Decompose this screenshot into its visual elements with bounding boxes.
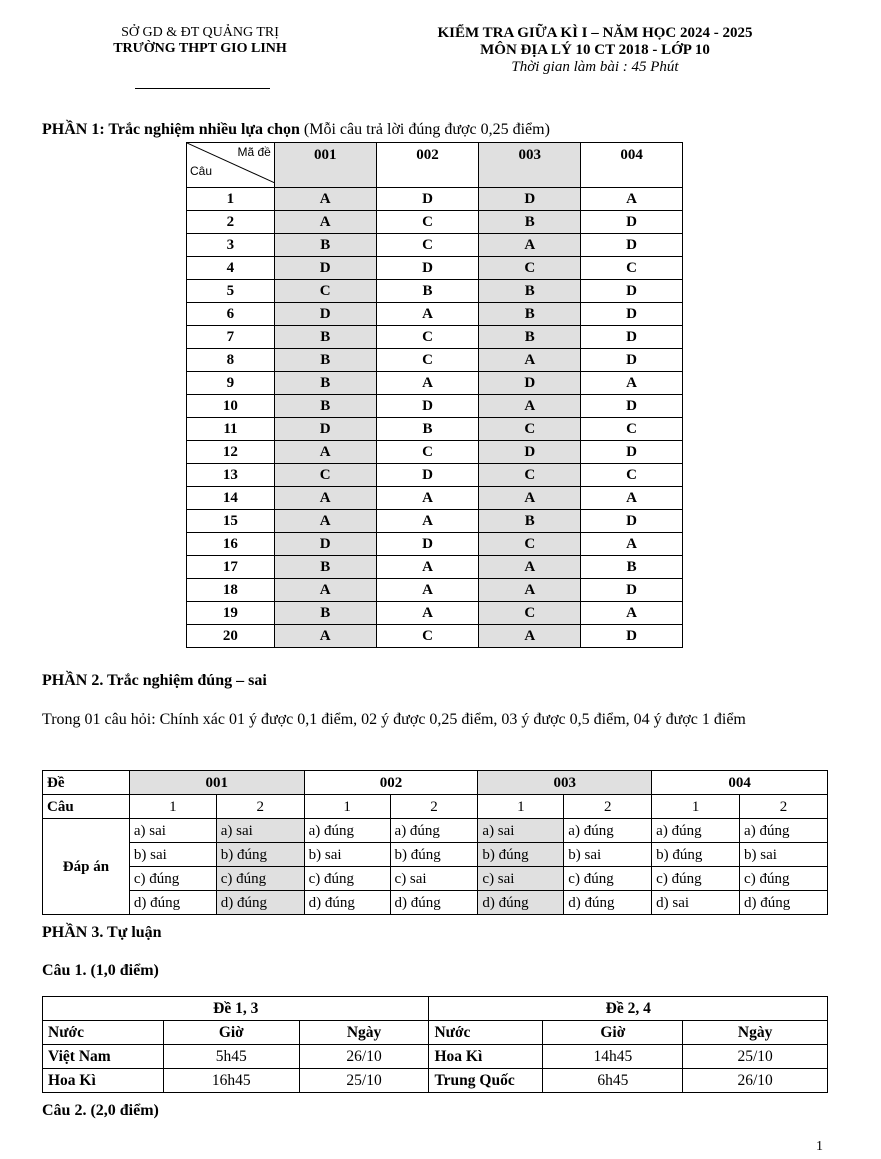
answer-cell: D xyxy=(376,188,479,211)
tf-answer-cell: d) đúng xyxy=(390,891,478,915)
time-zone-table xyxy=(42,996,828,1093)
school-name: TRƯỜNG THPT GIO LINH xyxy=(113,41,287,56)
question-number: 15 xyxy=(187,510,275,533)
answer-cell: B xyxy=(274,395,376,418)
question-number: 1 xyxy=(129,795,216,819)
tf-answer-row xyxy=(43,819,828,843)
hour-cell: 16h45 xyxy=(163,1069,299,1093)
tf-answer-cell: a) đúng xyxy=(740,819,828,843)
answer-cell: C xyxy=(479,257,581,280)
country-header: Nước xyxy=(43,1021,164,1045)
answer-cell: D xyxy=(479,188,581,211)
part1-header-row xyxy=(187,143,683,188)
answer-cell: A xyxy=(376,602,479,625)
answer-cell: B xyxy=(376,418,479,441)
answer-row xyxy=(187,510,683,533)
tf-answer-cell: b) sai xyxy=(740,843,828,867)
tf-answer-cell: c) đúng xyxy=(304,867,390,891)
tf-answer-cell: b) sai xyxy=(129,843,216,867)
answer-cell: D xyxy=(274,257,376,280)
tf-answer-cell: d) đúng xyxy=(564,891,652,915)
answer-cell: A xyxy=(479,487,581,510)
code-header: 002 xyxy=(304,771,478,795)
answer-cell: C xyxy=(376,349,479,372)
answer-row xyxy=(187,395,683,418)
part2-question-row xyxy=(43,795,828,819)
tf-answer-cell: b) đúng xyxy=(216,843,304,867)
diag-question-label: Câu xyxy=(190,164,213,178)
answer-cell: A xyxy=(479,234,581,257)
answer-cell: B xyxy=(479,326,581,349)
answer-row xyxy=(187,188,683,211)
part2-title: PHẦN 2. Trắc nghiệm đúng – sai xyxy=(42,672,267,689)
answer-row xyxy=(187,625,683,648)
question-number: 7 xyxy=(187,326,275,349)
tf-answer-cell: b) đúng xyxy=(478,843,564,867)
answer-cell: B xyxy=(479,211,581,234)
tf-answer-cell: d) đúng xyxy=(740,891,828,915)
tf-answer-cell: c) đúng xyxy=(652,867,740,891)
answer-cell: A xyxy=(274,625,376,648)
answer-cell: C xyxy=(274,464,376,487)
answer-cell: A xyxy=(376,487,479,510)
part1-answer-table xyxy=(186,142,683,648)
country-cell: Hoa Kì xyxy=(429,1045,543,1069)
answer-row xyxy=(187,533,683,556)
answer-row xyxy=(187,487,683,510)
country-cell: Việt Nam xyxy=(43,1045,164,1069)
answer-cell: D xyxy=(581,395,683,418)
answer-row xyxy=(187,349,683,372)
code-header: 004 xyxy=(652,771,828,795)
exam-subject: MÔN ĐỊA LÝ 10 CT 2018 - LỚP 10 xyxy=(480,42,710,58)
tf-answer-cell: b) sai xyxy=(304,843,390,867)
answer-cell: D xyxy=(581,625,683,648)
department-name: SỞ GD & ĐT QUẢNG TRỊ xyxy=(121,25,279,40)
question-number: 17 xyxy=(187,556,275,579)
tf-answer-cell: c) sai xyxy=(478,867,564,891)
question-number: 2 xyxy=(216,795,304,819)
tf-answer-cell: d) đúng xyxy=(129,891,216,915)
question-number: 10 xyxy=(187,395,275,418)
question-number: 3 xyxy=(187,234,275,257)
hour-header: Giờ xyxy=(543,1021,683,1045)
answer-cell: C xyxy=(376,326,479,349)
diagonal-header-cell xyxy=(187,143,275,188)
answer-cell: B xyxy=(274,556,376,579)
answer-cell: C xyxy=(274,280,376,303)
tf-answer-cell: a) sai xyxy=(478,819,564,843)
answer-cell: A xyxy=(274,579,376,602)
exam-title: KIỂM TRA GIỮA KÌ I – NĂM HỌC 2024 - 2025 xyxy=(437,25,753,41)
answer-cell: B xyxy=(479,280,581,303)
time-zone-row xyxy=(43,1045,828,1069)
answer-cell: A xyxy=(376,556,479,579)
answer-cell: C xyxy=(479,464,581,487)
tf-answer-cell: a) đúng xyxy=(652,819,740,843)
code-header: 001 xyxy=(274,143,376,188)
day-cell: 26/10 xyxy=(683,1069,828,1093)
answer-cell: A xyxy=(376,303,479,326)
answer-cell: C xyxy=(581,464,683,487)
answer-cell: D xyxy=(479,441,581,464)
answer-cell: A xyxy=(581,602,683,625)
question-number: 1 xyxy=(652,795,740,819)
question-number: 2 xyxy=(564,795,652,819)
tf-answer-cell: a) đúng xyxy=(564,819,652,843)
tf-answer-cell: a) đúng xyxy=(390,819,478,843)
question1-title: Câu 1. (1,0 điểm) xyxy=(42,962,159,979)
time-zone-row xyxy=(43,1069,828,1093)
answer-cell: A xyxy=(581,533,683,556)
question-number: 9 xyxy=(187,372,275,395)
answer-cell: C xyxy=(581,257,683,280)
day-cell: 26/10 xyxy=(299,1045,429,1069)
answer-cell: A xyxy=(376,579,479,602)
tf-answer-cell: c) đúng xyxy=(129,867,216,891)
answer-cell: D xyxy=(376,464,479,487)
answer-cell: D xyxy=(376,533,479,556)
answer-row xyxy=(187,326,683,349)
part2-rule: Trong 01 câu hỏi: Chính xác 01 ý được 0,1 điểm, 02 ý được 0,25 điểm, 03 ý được 0,5 điểm, 04 ý được 1 điểm xyxy=(42,711,746,728)
country-cell: Hoa Kì xyxy=(43,1069,164,1093)
answer-cell: A xyxy=(376,372,479,395)
answer-row xyxy=(187,257,683,280)
group-row xyxy=(43,997,828,1021)
answer-row xyxy=(187,556,683,579)
answer-cell: B xyxy=(274,326,376,349)
group-left-header: Đề 1, 3 xyxy=(43,997,429,1021)
answer-cell: B xyxy=(479,510,581,533)
question-number: 6 xyxy=(187,303,275,326)
answer-cell: C xyxy=(376,441,479,464)
answer-cell: B xyxy=(479,303,581,326)
exam-header xyxy=(380,25,810,76)
group-right-header: Đề 2, 4 xyxy=(429,997,828,1021)
diag-code-label: Mã đề xyxy=(237,145,271,159)
answer-cell: A xyxy=(581,372,683,395)
tf-answer-cell: a) đúng xyxy=(304,819,390,843)
question-number: 2 xyxy=(390,795,478,819)
answer-cell: C xyxy=(479,602,581,625)
answer-cell: A xyxy=(274,188,376,211)
hour-cell: 14h45 xyxy=(543,1045,683,1069)
code-header: 003 xyxy=(478,771,652,795)
question-number: 8 xyxy=(187,349,275,372)
code-header: 003 xyxy=(479,143,581,188)
answer-cell: D xyxy=(581,326,683,349)
answer-cell: B xyxy=(376,280,479,303)
answer-cell: A xyxy=(274,211,376,234)
tf-answer-cell: c) đúng xyxy=(564,867,652,891)
answer-cell: D xyxy=(581,234,683,257)
question-number: 11 xyxy=(187,418,275,441)
country-header: Nước xyxy=(429,1021,543,1045)
answer-row xyxy=(187,303,683,326)
question-number: 20 xyxy=(187,625,275,648)
part3-title: PHẦN 3. Tự luận xyxy=(42,924,162,941)
tf-answer-cell: b) đúng xyxy=(652,843,740,867)
answer-cell: D xyxy=(581,349,683,372)
answer-row xyxy=(187,234,683,257)
page-number: 1 xyxy=(816,1139,823,1154)
answer-cell: A xyxy=(479,349,581,372)
header-divider xyxy=(135,88,270,89)
tf-answer-cell: d) sai xyxy=(652,891,740,915)
part2-code-row xyxy=(43,771,828,795)
answer-cell: A xyxy=(581,188,683,211)
day-cell: 25/10 xyxy=(299,1069,429,1093)
question-number: 16 xyxy=(187,533,275,556)
answer-cell: C xyxy=(479,418,581,441)
answer-row xyxy=(187,579,683,602)
question-number: 1 xyxy=(304,795,390,819)
code-header: 004 xyxy=(581,143,683,188)
country-cell: Trung Quốc xyxy=(429,1069,543,1093)
answer-cell: B xyxy=(581,556,683,579)
tf-answer-cell: a) sai xyxy=(129,819,216,843)
question-number: 14 xyxy=(187,487,275,510)
answer-cell: A xyxy=(479,395,581,418)
answer-cell: C xyxy=(376,211,479,234)
answer-row xyxy=(187,441,683,464)
answer-cell: D xyxy=(274,533,376,556)
answer-cell: B xyxy=(274,234,376,257)
tf-answer-row xyxy=(43,867,828,891)
code-header: 001 xyxy=(129,771,304,795)
tf-answer-cell: b) sai xyxy=(564,843,652,867)
tf-answer-cell: c) đúng xyxy=(216,867,304,891)
question-number: 18 xyxy=(187,579,275,602)
answer-cell: D xyxy=(274,303,376,326)
answer-row xyxy=(187,464,683,487)
question-number: 19 xyxy=(187,602,275,625)
hour-cell: 5h45 xyxy=(163,1045,299,1069)
tf-answer-cell: d) đúng xyxy=(478,891,564,915)
question-number: 2 xyxy=(187,211,275,234)
answer-cell: A xyxy=(274,487,376,510)
answer-row xyxy=(187,602,683,625)
answer-cell: D xyxy=(274,418,376,441)
answer-cell: A xyxy=(479,579,581,602)
column-header-row xyxy=(43,1021,828,1045)
tf-answer-cell: d) đúng xyxy=(304,891,390,915)
answer-cell: A xyxy=(479,556,581,579)
answer-cell: D xyxy=(581,280,683,303)
question-number: 1 xyxy=(478,795,564,819)
part1-title-bold: PHẦN 1: Trắc nghiệm nhiều lựa chọn xyxy=(42,121,300,138)
exam-duration: Thời gian làm bài : 45 Phút xyxy=(511,59,679,75)
hour-cell: 6h45 xyxy=(543,1069,683,1093)
tf-answer-cell: a) sai xyxy=(216,819,304,843)
hour-header: Giờ xyxy=(163,1021,299,1045)
answer-cell: D xyxy=(376,395,479,418)
question2-title: Câu 2. (2,0 điểm) xyxy=(42,1102,159,1119)
code-header: 002 xyxy=(376,143,479,188)
tf-answer-row xyxy=(43,843,828,867)
answer-cell: D xyxy=(479,372,581,395)
answer-cell: D xyxy=(581,510,683,533)
tf-answer-cell: c) đúng xyxy=(740,867,828,891)
answer-cell: A xyxy=(479,625,581,648)
tf-answer-cell: b) đúng xyxy=(390,843,478,867)
question-number: 12 xyxy=(187,441,275,464)
question-number: 5 xyxy=(187,280,275,303)
answer-cell: A xyxy=(274,510,376,533)
answer-row xyxy=(187,372,683,395)
answer-cell: D xyxy=(581,441,683,464)
answer-row xyxy=(187,280,683,303)
tf-answer-cell: c) sai xyxy=(390,867,478,891)
answer-cell: A xyxy=(376,510,479,533)
day-cell: 25/10 xyxy=(683,1045,828,1069)
dapan-label: Đáp án xyxy=(43,819,130,915)
part2-answer-table xyxy=(42,770,828,915)
answer-cell: A xyxy=(274,441,376,464)
answer-cell: D xyxy=(581,303,683,326)
de-label: Đề xyxy=(43,771,130,795)
answer-cell: C xyxy=(581,418,683,441)
answer-cell: B xyxy=(274,602,376,625)
part1-title-note: (Mỗi câu trả lời đúng được 0,25 điểm) xyxy=(299,121,550,138)
day-header: Ngày xyxy=(299,1021,429,1045)
cau-label: Câu xyxy=(43,795,130,819)
answer-row xyxy=(187,418,683,441)
answer-row xyxy=(187,211,683,234)
day-header: Ngày xyxy=(683,1021,828,1045)
answer-cell: C xyxy=(376,625,479,648)
question-number: 4 xyxy=(187,257,275,280)
answer-cell: B xyxy=(274,372,376,395)
school-header xyxy=(80,25,320,57)
question-number: 13 xyxy=(187,464,275,487)
tf-answer-row xyxy=(43,891,828,915)
answer-cell: B xyxy=(274,349,376,372)
answer-cell: C xyxy=(479,533,581,556)
question-number: 1 xyxy=(187,188,275,211)
question-number: 2 xyxy=(740,795,828,819)
answer-cell: A xyxy=(581,487,683,510)
answer-cell: D xyxy=(376,257,479,280)
answer-cell: D xyxy=(581,211,683,234)
answer-cell: D xyxy=(581,579,683,602)
tf-answer-cell: d) đúng xyxy=(216,891,304,915)
answer-cell: C xyxy=(376,234,479,257)
part1-title xyxy=(42,121,550,139)
